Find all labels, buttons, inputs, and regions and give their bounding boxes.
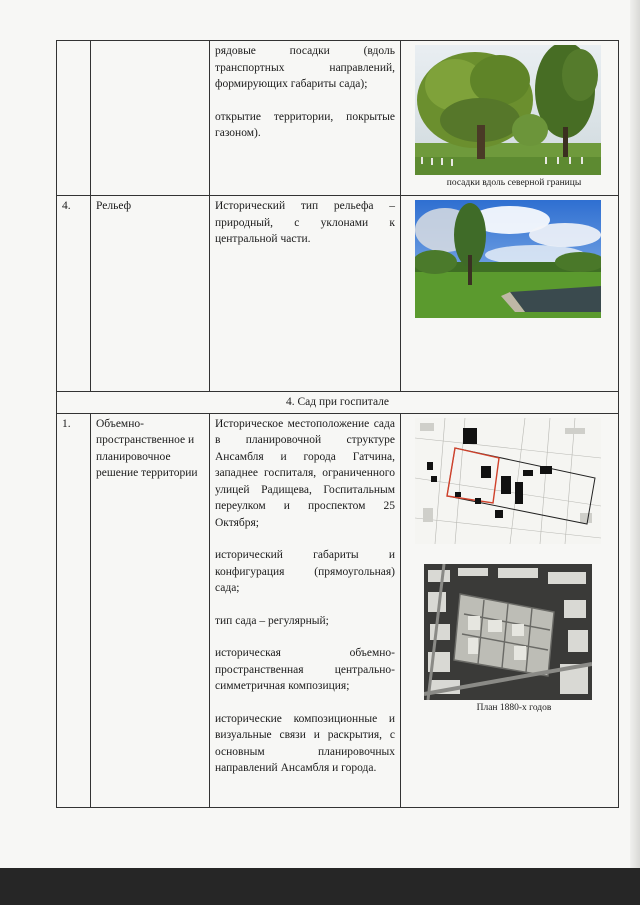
cell-maps xyxy=(401,413,619,807)
page-edge-shadow xyxy=(630,0,640,870)
desc-paragraph-composition: историческая объемно-пространственная центрально-симметричная композиция; xyxy=(215,647,395,692)
desc-paragraph-visual-links: исторические композиционные и визуальные связи и раскрытия, с основным планировочных направлений Ансамбля и города. xyxy=(215,712,395,774)
scan-bottom-band xyxy=(0,868,640,905)
table-row-section xyxy=(57,392,619,414)
cell-photo xyxy=(401,41,619,196)
cell-desc xyxy=(210,41,401,196)
cell-num: 4. xyxy=(57,196,91,392)
map-garden-location xyxy=(415,418,601,544)
photo-relief-pond xyxy=(415,200,601,318)
attributes-table xyxy=(56,40,619,808)
table-row-relief xyxy=(57,196,619,392)
desc-paragraph-garden-type: тип сада – регулярный; xyxy=(215,614,329,627)
cell-name: Объемно-пространственное и планировочное решение территории xyxy=(91,413,210,807)
desc-paragraph-dimensions: исторический габариты и конфигурация (прямоугольная) сада; xyxy=(215,549,395,594)
table-row-continued xyxy=(57,41,619,196)
plan-caption-1880s: План 1880-х годов xyxy=(476,702,552,713)
map-plan-1880s xyxy=(424,564,592,700)
photo-caption-north-border: посадки вдоль северной границы xyxy=(446,178,582,188)
cell-desc xyxy=(210,413,401,807)
cell-photo xyxy=(401,196,619,392)
cell-name-empty xyxy=(91,41,210,196)
cell-num-empty xyxy=(57,41,91,196)
photo-trees-north-border xyxy=(415,45,601,175)
cell-desc: Исторический тип рельефа – природный, с уклонами к центральной части. xyxy=(210,196,401,392)
cell-name: Рельеф xyxy=(91,196,210,392)
table-row-garden-layout xyxy=(57,413,619,807)
section-title: 4. Сад при госпитале xyxy=(57,392,619,414)
cell-num: 1. xyxy=(57,413,91,807)
desc-paragraph-open-lawn: открытие территории, покрытые газоном). xyxy=(215,110,395,139)
desc-paragraph-location: Историческое местоположение сада в планировочной структуре Ансамбля и города Гатчина, западнее госпиталя, ограниченного улицей Радищева, Госпитальным переулком и проспектом 25 Октября; xyxy=(215,417,395,529)
desc-paragraph-row-plantings: рядовые посадки (вдоль транспортных направлений, формирующих габариты сада); xyxy=(215,45,395,90)
